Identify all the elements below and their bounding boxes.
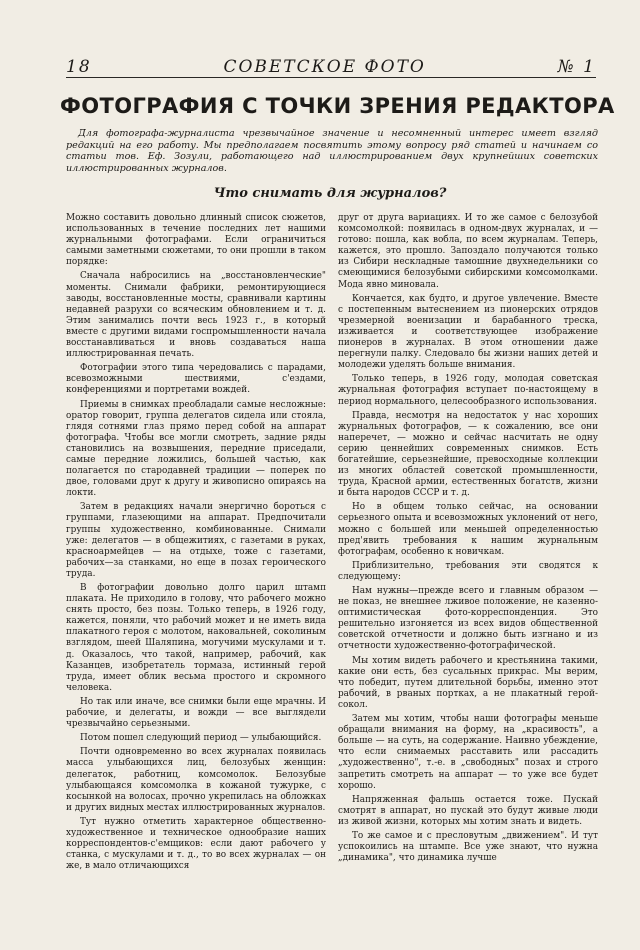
- paragraph: Но так или иначе, все снимки были еще мрачны. И рабочие, и делегаты, и вожди — все выглядели чрезвычайно серьезными.: [66, 696, 326, 730]
- issue-number: № 1: [557, 57, 596, 77]
- paragraph: Нам нужны—прежде всего и главным образом — не показ, не внешнее лживое положение, не казенно-оптимистическая фото-корреспонденция. Это решительно изгоняется из всех видов общественной советской отчетности и должно быть изгнано и из отчетности художественно-фотографической.: [338, 586, 598, 652]
- paragraph: Напряженная фальшь остается тоже. Пускай смотрят в аппарат, но пускай это будут живые люди из живой жизни, которых мы хотим знать и видеть.: [338, 794, 598, 827]
- paragraph: Потом пошел следующий период — улыбающийся.: [80, 733, 322, 744]
- paragraph: Приемы в снимках преобладали самые несложные: оратор говорит, группа делегатов сидела или стояла, глядя сотнями глаз прямо перед собой на аппарат фотографа. Чтобы все могли смотреть, задние ряды становились на возвышения, передние приседали, самые передние ложились, большей частью, как полагается по стародавней традиции — поперек по двое, головами друг к другу и живописно опираясь на локти.: [66, 399, 326, 499]
- paragraph: Фотографии этого типа чередовались с парадами, всевозможными шествиями, с'ездами, конференциями и портретами вождей.: [66, 363, 326, 396]
- paragraph: В фотографии довольно долго царил штамп плаката. Не приходило в голову, что рабочего можно снять просто, без позы. Только теперь, в 1926 году, кажется, поняли, что рабочий может и не иметь вида плакатного героя с молотом, наковальней, соколиным взглядом, шеей Шаляпина, могучими мускулами и т. д. Оказалось, что такой, например, рабочий, как Казанцев, изобретатель тормаза, истинный герой труда, имеет облик весьма простого и скромного человека.: [66, 583, 326, 693]
- paragraph: Кончается, как будто, и другое увлечение. Вместе с постепенным вытеснением из пионерских отрядов чрезмерной военизации и барабанного треска, изживается и соответствующее изображение пионеров в журналах. В этом отношении даже перегнули палку. Следовало бы жизни наших детей и молодежи уделять больше внимания.: [338, 293, 598, 371]
- paragraph: Затем мы хотим, чтобы наши фотографы меньше обращали внимания на форму, на „красивость", а больше — на суть, на содержание. Наивно убеждение, что если снимаемых расставить или рассадить „художественно", т.-е. в „свободных" позах и строго запретить смотреть на аппарат — то уже все будет хорошо.: [338, 714, 598, 791]
- paragraph: Приблизительно, требования эти сводятся к следующему:: [338, 560, 598, 582]
- paragraph: Затем в редакциях начали энергично бороться с группами, глазеющими на аппарат. Предпочитали группы художественно, комбинованные. Снимали уже: делегатов — в общежитиях, с газетами в руках, красноармейцев — на отдыхе, тоже с газетами, рабочих—за станками, но еще в позах героического труда.: [66, 502, 326, 579]
- right-column: [338, 213, 598, 932]
- page-number: 18: [66, 57, 92, 77]
- magazine-name: СОВЕТСКОЕ ФОТО: [223, 57, 426, 77]
- paragraph: Правда, несмотря на недостаток у нас хороших журнальных фотографов, — к сожалению, все они наперечет, — можно и сейчас насчитать не одну серию ценнейших современных снимков. Есть богатейшие, серьезнейшие, превосходные коллекции из многих областей советской промышленности, труда, Красной армии, естественных богатств, жизни и быта народов СССР и т. д.: [338, 410, 598, 499]
- paragraph: Но в общем только сейчас, на основании серьезного опыта и всевозможных уклонений от него, можно с большей или меньшей определенностью пред'явить требования к нашим журнальным фотографам, особенно к новичкам.: [338, 502, 598, 557]
- paragraph: То же самое и с пресловутым „движением". И тут успокоились на штампе. Все уже знают, что нужна „динамика", что динамика лучше: [338, 830, 598, 864]
- paragraph: Почти одновременно во всех журналах появилась масса улыбающихся лиц, белозубых женщин: делегаток, работниц, комсомолок. Белозубые улыбающаяся комсомолка в кожаной тужурке, с косынкой на волосах, прочно укрепилась на обложках и других видных местах иллюстрированных журналов.: [66, 747, 326, 813]
- editorial-intro: Для фотографа-журналиста чрезвычайное значение и несомненный интерес имеет взгляд редакций на его работу. Мы предполагаем посвятить этому вопросу ряд статей и начинаем со статьи тов. Еф. Зозули, работающего над иллюстрированием двух крупнейших советских иллюстрированных журналов.: [66, 128, 598, 174]
- paragraph: Мы хотим видеть рабочего и крестьянина такими, какие они есть, без сусальных прикрас. Мы верим, что победит, путем длительной борьбы, именно этот рабочий, в рваных портках, а не плакатный герой-сокол.: [338, 655, 598, 710]
- paragraph: Только теперь, в 1926 году, молодая советская журнальная фотография вступает по-настоящему в период нормального, целесообразного использования.: [338, 374, 598, 407]
- paragraph: Можно составить довольно длинный список сюжетов, использованных в течение последних лет нашими журнальными фотографами. Если ограничиться самыми заметными сюжетами, то они прошли в таком порядке:: [66, 213, 326, 268]
- paragraph: Тут нужно отметить характерное общественно-художественное и техническое однообразие наших корреспондентов-с'емщиков: если дают рабочего у станка, с мускулами и т. д., то во всех журналах — он же, в мало отличающихся: [66, 816, 326, 872]
- paragraph: Сначала набросились на „восстановленческие" моменты. Снимали фабрики, ремонтирующиеся заводы, восстановленные мосты, сравнивали картины недавней разрухи со всяческим обновлением и т. д. Этим занимались почти весь 1923 г., в который вместе с другими видами госпромышленности начала восстанавливаться и вновь создаваться наша иллюстрированная печать.: [66, 271, 326, 360]
- running-header: [66, 55, 596, 78]
- left-column: [66, 213, 326, 932]
- article-title: ФОТОГРАФИЯ С ТОЧКИ ЗРЕНИЯ РЕДАКТОРА: [60, 94, 615, 118]
- paragraph: друг от друга вариациях. И то же самое с белозубой комсомолкой: появилась в одном-двух журналах, и — готово: пошла, как вобла, по всем журналам. Теперь, кажется, это прошло. Запоздало получаются только из Сибири нескладные тамошние двухнедельники со смеющимися белозубыми сибирскими комсомолками. Мода явно миновала.: [338, 213, 598, 290]
- article-subtitle: Что снимать для журналов?: [213, 186, 447, 201]
